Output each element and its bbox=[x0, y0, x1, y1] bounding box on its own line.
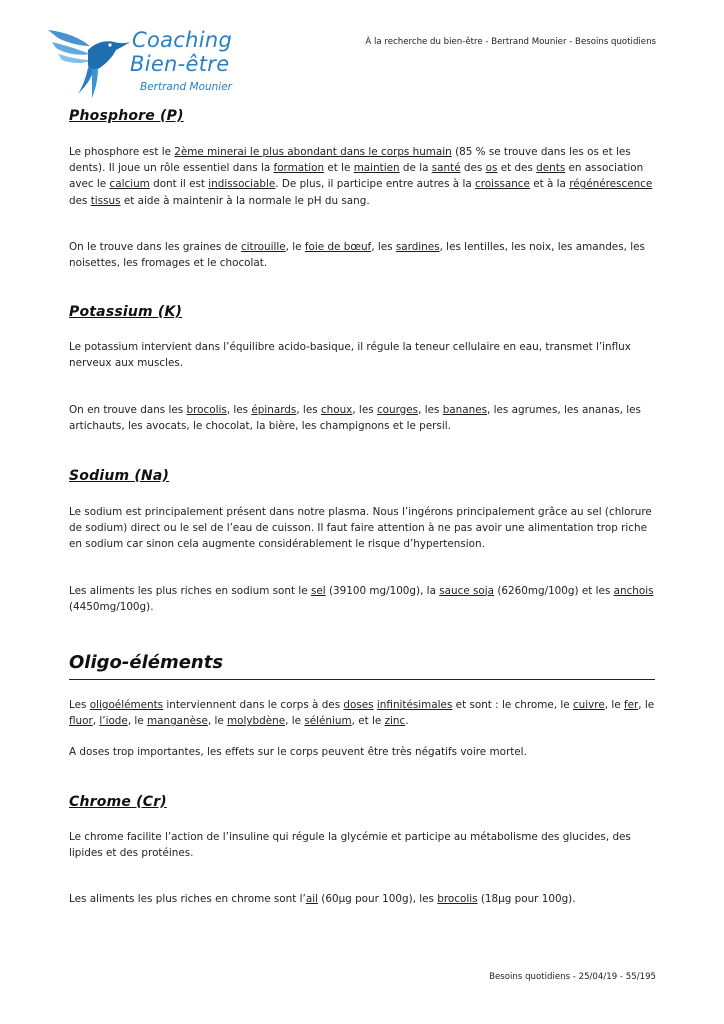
heading-sodium: Sodium (Na) bbox=[69, 468, 170, 485]
underlined-term: brocolis bbox=[186, 403, 227, 416]
underlined-term: épinards bbox=[251, 403, 297, 416]
underlined-term: sélénium bbox=[304, 715, 352, 728]
heading-oligo-elements: Oligo-éléments bbox=[69, 652, 655, 680]
underlined-term: formation bbox=[273, 162, 325, 175]
paragraph-sodium-role: Le sodium est principalement présent dans notre plasma. Nous l’ingérons principalement grâce au sel (chlorure de sodium) direct ou le sel de l’eau de cuisson. Il faut faire attention à ne pas avoir une alimentation trop riche en sodium car sinon cela augmente considérablement le risque d’hypertension. bbox=[69, 506, 652, 551]
heading-phosphore: Phosphore (P) bbox=[69, 108, 184, 124]
paragraph-phosphore-sources: On le trouve dans les graines de citrouille, le foie de bœuf, les sardines, les lentilles, les noix, les amandes, les noisettes, les fromages et le chocolat. bbox=[69, 240, 645, 270]
underlined-term: citrouille bbox=[240, 240, 286, 253]
hummingbird-logo-icon bbox=[44, 24, 136, 100]
underlined-term: doses bbox=[343, 699, 374, 712]
underlined-term: fluor bbox=[69, 715, 93, 728]
underlined-term: sardines bbox=[395, 240, 440, 253]
underlined-term: calcium bbox=[109, 178, 150, 191]
logo-text-coaching: Coaching bbox=[132, 28, 233, 52]
underlined-term: manganèse bbox=[147, 715, 208, 728]
underlined-term: foie de bœuf bbox=[304, 240, 372, 253]
heading-potassium: Potassium (K) bbox=[69, 304, 183, 321]
paragraph-phosphore-role: Le phosphore est le 2ème minerai le plus abondant dans le corps humain (85 % se trouve dans les os et les dents). Il joue un rôle essentiel dans la formation et le maintien de la santé des os et des dents en association avec le calcium dont il est indissociable. De plus, il participe entre autres à la croissance et à la régénérescence des tissus et aide à maintenir à la normale le pH du sang. bbox=[69, 146, 653, 207]
underlined-term: ail bbox=[305, 893, 318, 906]
logo-text-bien-etre: Bien-être bbox=[130, 52, 230, 76]
underlined-term: sel bbox=[310, 584, 326, 597]
paragraph-sodium-sources: Les aliments les plus riches en sodium sont le sel (39100 mg/100g), la sauce soja (6260mg/100g) et les anchois (4450mg/100g). bbox=[69, 584, 654, 613]
paragraph-oligo-warning: A doses trop importantes, les effets sur le corps peuvent être très négatifs voire mortel. bbox=[69, 746, 527, 759]
paragraph-chrome-sources: Les aliments les plus riches en chrome sont l’ail (60µg pour 100g), les brocolis (18µg pour 100g). bbox=[69, 893, 576, 906]
underlined-term: cuivre bbox=[572, 699, 605, 712]
underlined-term: bananes bbox=[442, 403, 488, 416]
underlined-term: sauce soja bbox=[439, 584, 495, 597]
underlined-term: brocolis bbox=[437, 893, 478, 906]
underlined-term: indissociable bbox=[208, 178, 276, 191]
logo bbox=[44, 24, 244, 100]
underlined-term: infinitésimales bbox=[376, 699, 453, 712]
paragraph-potassium-role: Le potassium intervient dans l’équilibre acido-basique, il régule la teneur cellulaire en eau, transmet l’influx nerveux aux muscles. bbox=[69, 341, 631, 370]
underlined-term: 2ème minerai le plus abondant dans le corps humain bbox=[174, 146, 452, 158]
underlined-term: dents bbox=[536, 162, 566, 175]
logo-text-author: Bertrand Mounier bbox=[140, 81, 232, 93]
underlined-term: régénérescence bbox=[569, 178, 653, 191]
underlined-term: anchois bbox=[613, 584, 654, 597]
underlined-term: courges bbox=[376, 403, 419, 416]
underlined-term: maintien bbox=[353, 162, 400, 175]
underlined-term: l’iode bbox=[99, 715, 128, 728]
running-header: À la recherche du bien-être - Bertrand Mounier - Besoins quotidiens bbox=[365, 37, 656, 47]
underlined-term: tissus bbox=[90, 194, 121, 207]
underlined-term: os bbox=[485, 162, 498, 175]
document-body bbox=[69, 108, 655, 907]
paragraph-oligo-list: Les oligoéléments interviennent dans le corps à des doses infinitésimales et sont : le chrome, le cuivre, le fer, le fluor, l’iode, le manganèse, le molybdène, le sélénium, et le zinc. bbox=[69, 699, 655, 728]
page-footer: Besoins quotidiens - 25/04/19 - 55/195 bbox=[489, 972, 656, 982]
paragraph-chrome-role: Le chrome facilite l’action de l’insuline qui régule la glycémie et participe au métabolisme des glucides, des lipides et des protéines. bbox=[69, 830, 631, 859]
underlined-term: zinc bbox=[384, 715, 406, 728]
underlined-term: croissance bbox=[475, 178, 530, 191]
underlined-term: choux bbox=[320, 403, 353, 416]
underlined-term: oligoéléments bbox=[89, 699, 164, 712]
heading-chrome: Chrome (Cr) bbox=[69, 793, 167, 810]
underlined-term: fer bbox=[623, 699, 639, 712]
paragraph-potassium-sources: On en trouve dans les brocolis, les épinards, les choux, les courges, les bananes, les agrumes, les ananas, les artichauts, les avocats, le chocolat, la bière, les champignons et le persil. bbox=[69, 403, 641, 432]
underlined-term: molybdène bbox=[227, 715, 286, 728]
underlined-term: santé bbox=[431, 162, 461, 175]
